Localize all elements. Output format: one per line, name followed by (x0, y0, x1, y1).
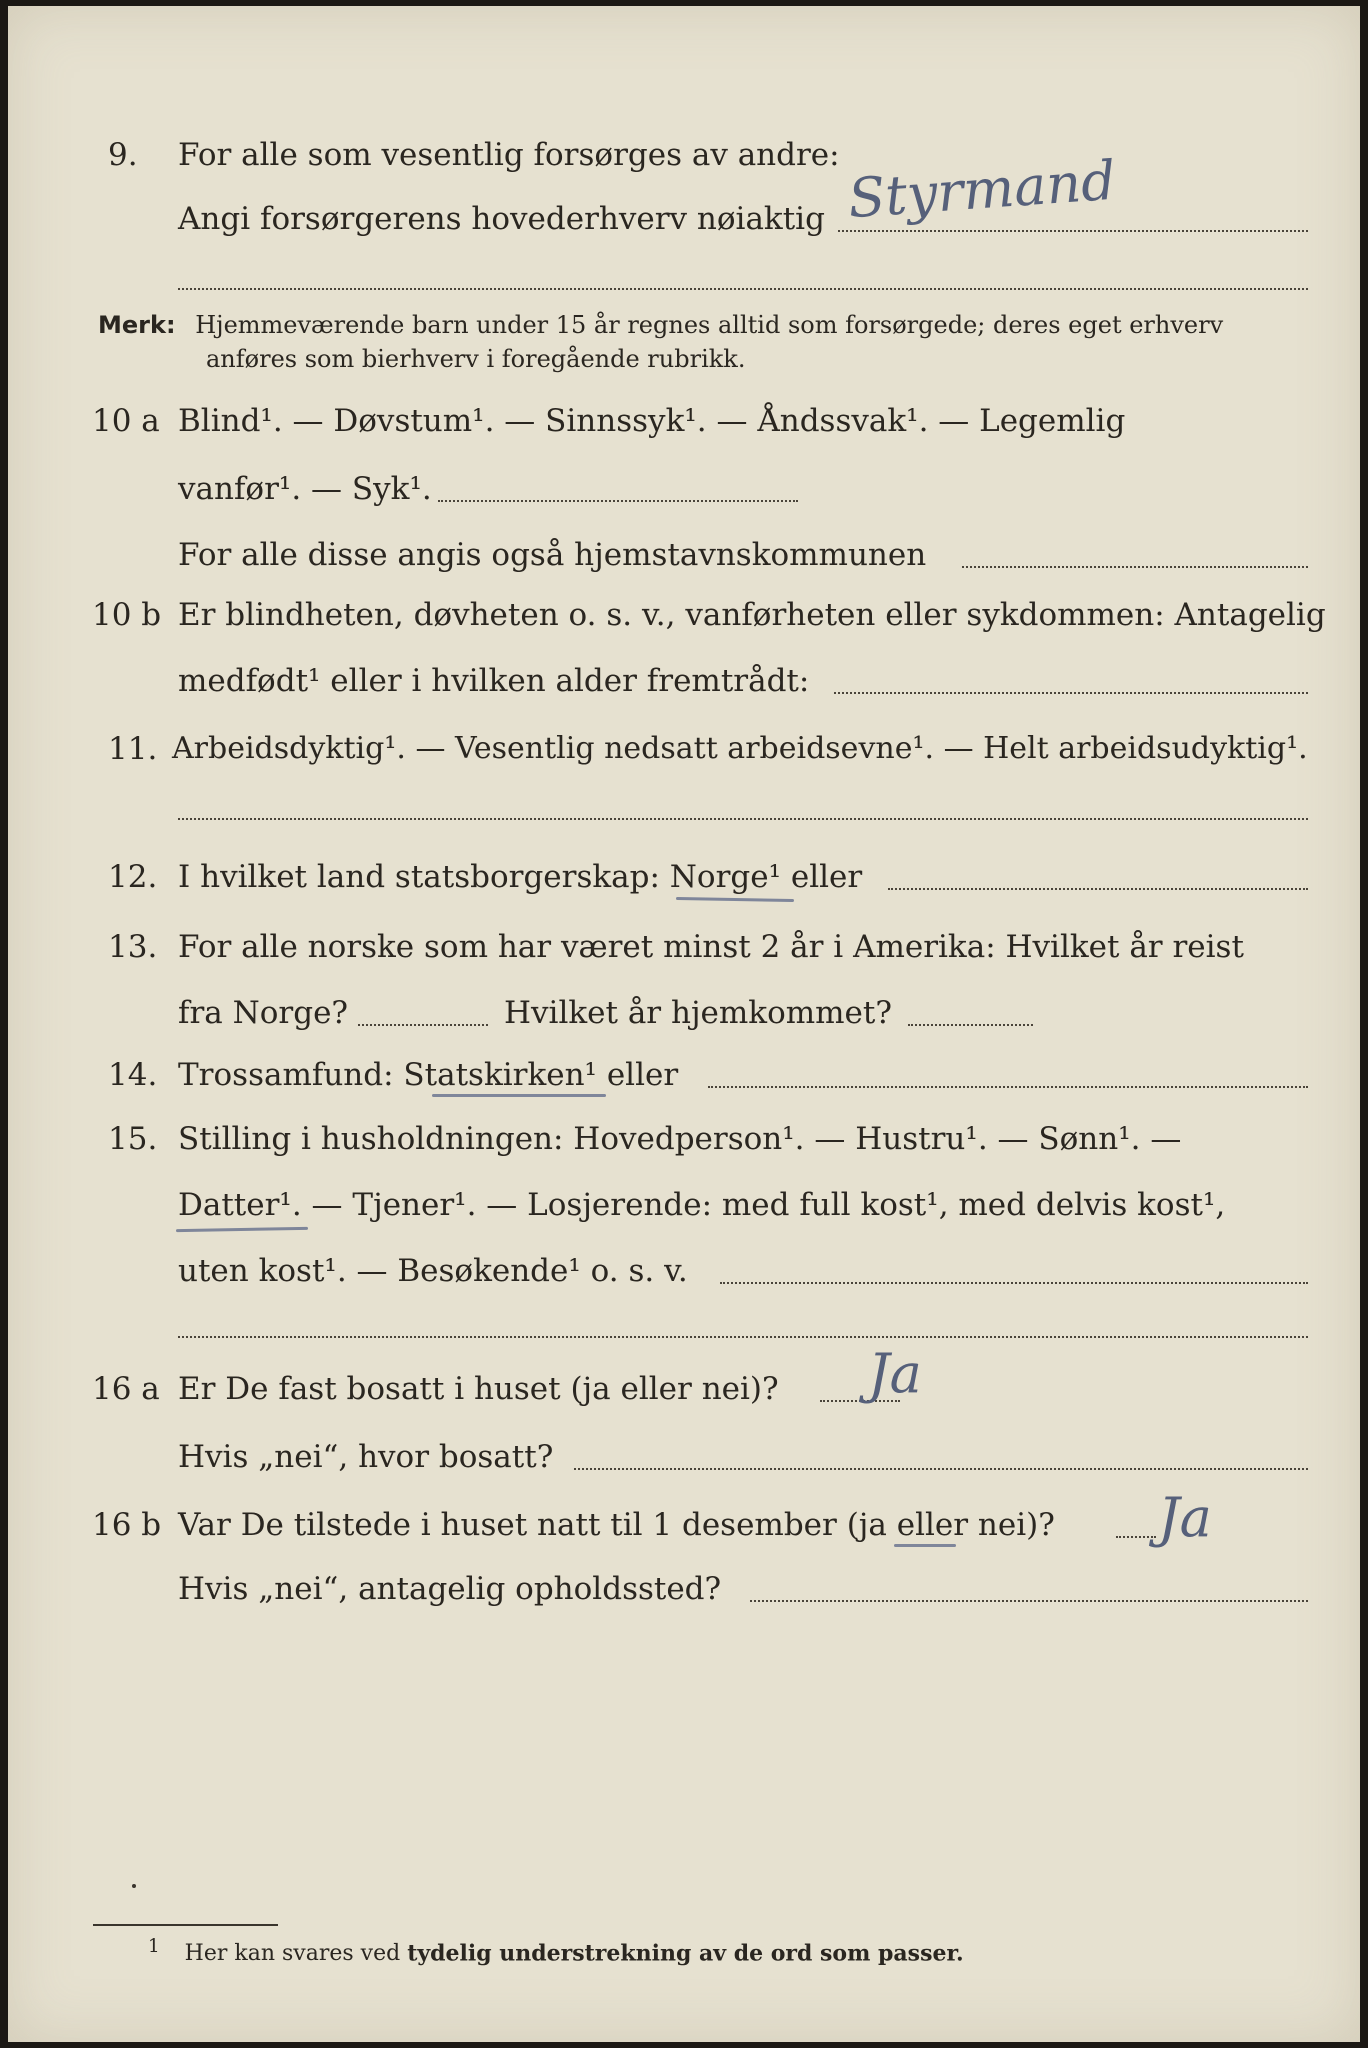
q13-reist-line[interactable] (358, 1024, 488, 1026)
q15-answer-line[interactable] (720, 1282, 1308, 1284)
q16b-number: 16 b (92, 1507, 162, 1543)
footnote (148, 1936, 964, 1966)
q9-handwritten-answer: Styrmand (846, 148, 1118, 231)
q12-row-1 (8, 854, 1360, 900)
q10b-number: 10 b (92, 597, 162, 633)
q9-extra-line (178, 288, 1308, 290)
q10a-text-2: vanfør¹. — Syk¹. (178, 471, 432, 507)
q10a-row-3 (8, 532, 1360, 578)
q10b-text-2: medfødt¹ eller i hvilken alder fremtrådt: (178, 663, 810, 699)
merk-note (98, 308, 1328, 342)
footnote-text-plain: Her kan svares ved (184, 1941, 401, 1967)
merk-note-2 (206, 342, 1368, 376)
q11-row-1 (8, 726, 1360, 772)
q16a-row-2 (8, 1434, 1360, 1480)
q13-hjemkommet-line[interactable] (908, 1024, 1033, 1026)
q13-number: 13. (108, 929, 158, 965)
q9-answer-line[interactable] (838, 230, 1308, 232)
q16a-handwritten-answer: Ja (868, 1342, 922, 1405)
q13-row-2 (8, 990, 1360, 1036)
q10a-hjemstavn-line[interactable] (962, 566, 1308, 568)
q11-answer-line[interactable] (178, 818, 1308, 820)
q16a-number: 16 a (92, 1371, 160, 1407)
q14-text-1: Trossamfund: Statskirken¹ eller (178, 1057, 679, 1093)
q16b-handwritten-answer: Ja (1158, 1486, 1212, 1549)
q9-text-2: Angi forsørgerens hovederhverv nøiaktig (178, 201, 825, 237)
q9-text-1: For alle som vesentlig forsørges av andre: (178, 137, 840, 173)
q15-extra-line (178, 1336, 1308, 1338)
paper-speck (132, 1884, 136, 1888)
q14-number: 14. (108, 1057, 158, 1093)
q11-number: 11. (108, 731, 158, 767)
q13-text-2a: fra Norge? (178, 995, 349, 1031)
footnote-mark: 1 (148, 1936, 160, 1957)
q11-text-1: Arbeidsdyktig¹. — Vesentlig nedsatt arbeidsevne¹. — Helt arbeidsudyktig¹. (172, 731, 1308, 766)
q12-number: 12. (108, 859, 158, 895)
q9-row-1 (8, 132, 1360, 178)
merk-text-1: Hjemmeværende barn under 15 år regnes alltid som forsørgede; deres eget erhverv (195, 311, 1224, 339)
q16b-row-2 (8, 1566, 1360, 1612)
census-form-page (8, 6, 1360, 2042)
q15-number: 15. (108, 1121, 158, 1157)
q10a-text-3: For alle disse angis også hjemstavnskommunen (178, 537, 927, 573)
q15-text-3: uten kost¹. — Besøkende¹ o. s. v. (178, 1253, 688, 1289)
q16b-answer-line[interactable] (1116, 1536, 1156, 1538)
q16b-text-1: Var De tilstede i huset natt til 1 desember (ja eller nei)? (178, 1507, 1055, 1543)
q10a-text-1: Blind¹. — Døvstum¹. — Sinnssyk¹. — Åndssvak¹. — Legemlig (178, 403, 1126, 439)
q15-row-3 (8, 1248, 1360, 1294)
q13-row-1 (8, 924, 1360, 970)
q14-statskirken-underline (432, 1094, 606, 1097)
q9-number: 9. (108, 137, 138, 173)
q16b-ja-underline (894, 1544, 956, 1547)
q15-text-1: Stilling i husholdningen: Hovedperson¹. — Hustru¹. — Sønn¹. — (178, 1121, 1182, 1157)
q10b-text-1: Er blindheten, døvheten o. s. v., vanførheten eller sykdommen: Antagelig (178, 597, 1326, 633)
q16a-text-2: Hvis „nei“, hvor bosatt? (178, 1439, 554, 1475)
q12-answer-line[interactable] (888, 888, 1308, 890)
footnote-text-bold: tydelig understrekning av de ord som passer. (407, 1940, 964, 1967)
q16b-opholdssted-line[interactable] (750, 1600, 1308, 1602)
merk-label: Merk: (98, 311, 176, 339)
q14-row-1 (8, 1052, 1360, 1098)
q16b-text-2: Hvis „nei“, antagelig opholdssted? (178, 1571, 722, 1607)
q10b-row-2 (8, 658, 1360, 704)
q15-row-2 (8, 1182, 1360, 1228)
q9-row-2 (8, 196, 1360, 242)
merk-text-2: anføres som bierhverv i foregående rubrikk. (206, 345, 746, 373)
q10a-row-2 (8, 466, 1360, 512)
q15-text-2: Datter¹. — Tjener¹. — Losjerende: med full kost¹, med delvis kost¹, (178, 1187, 1226, 1223)
q10b-answer-line[interactable] (834, 692, 1308, 694)
q13-text-1: For alle norske som har været minst 2 år i Amerika: Hvilket år reist (178, 929, 1244, 965)
footnote-rule (93, 1924, 278, 1926)
q14-answer-line[interactable] (708, 1086, 1308, 1088)
q16a-bosatt-line[interactable] (574, 1468, 1308, 1470)
q12-text-1: I hvilket land statsborgerskap: Norge¹ eller (178, 859, 863, 895)
q10a-syk-line[interactable] (438, 500, 798, 502)
q10b-row-1 (8, 592, 1360, 638)
q16a-text-1: Er De fast bosatt i huset (ja eller nei)? (178, 1371, 779, 1407)
q16a-row-1 (8, 1366, 1360, 1412)
q10a-number: 10 a (92, 403, 160, 439)
q15-row-1 (8, 1116, 1360, 1162)
q13-text-2b: Hvilket år hjemkommet? (504, 995, 892, 1031)
q10a-row-1 (8, 398, 1360, 444)
